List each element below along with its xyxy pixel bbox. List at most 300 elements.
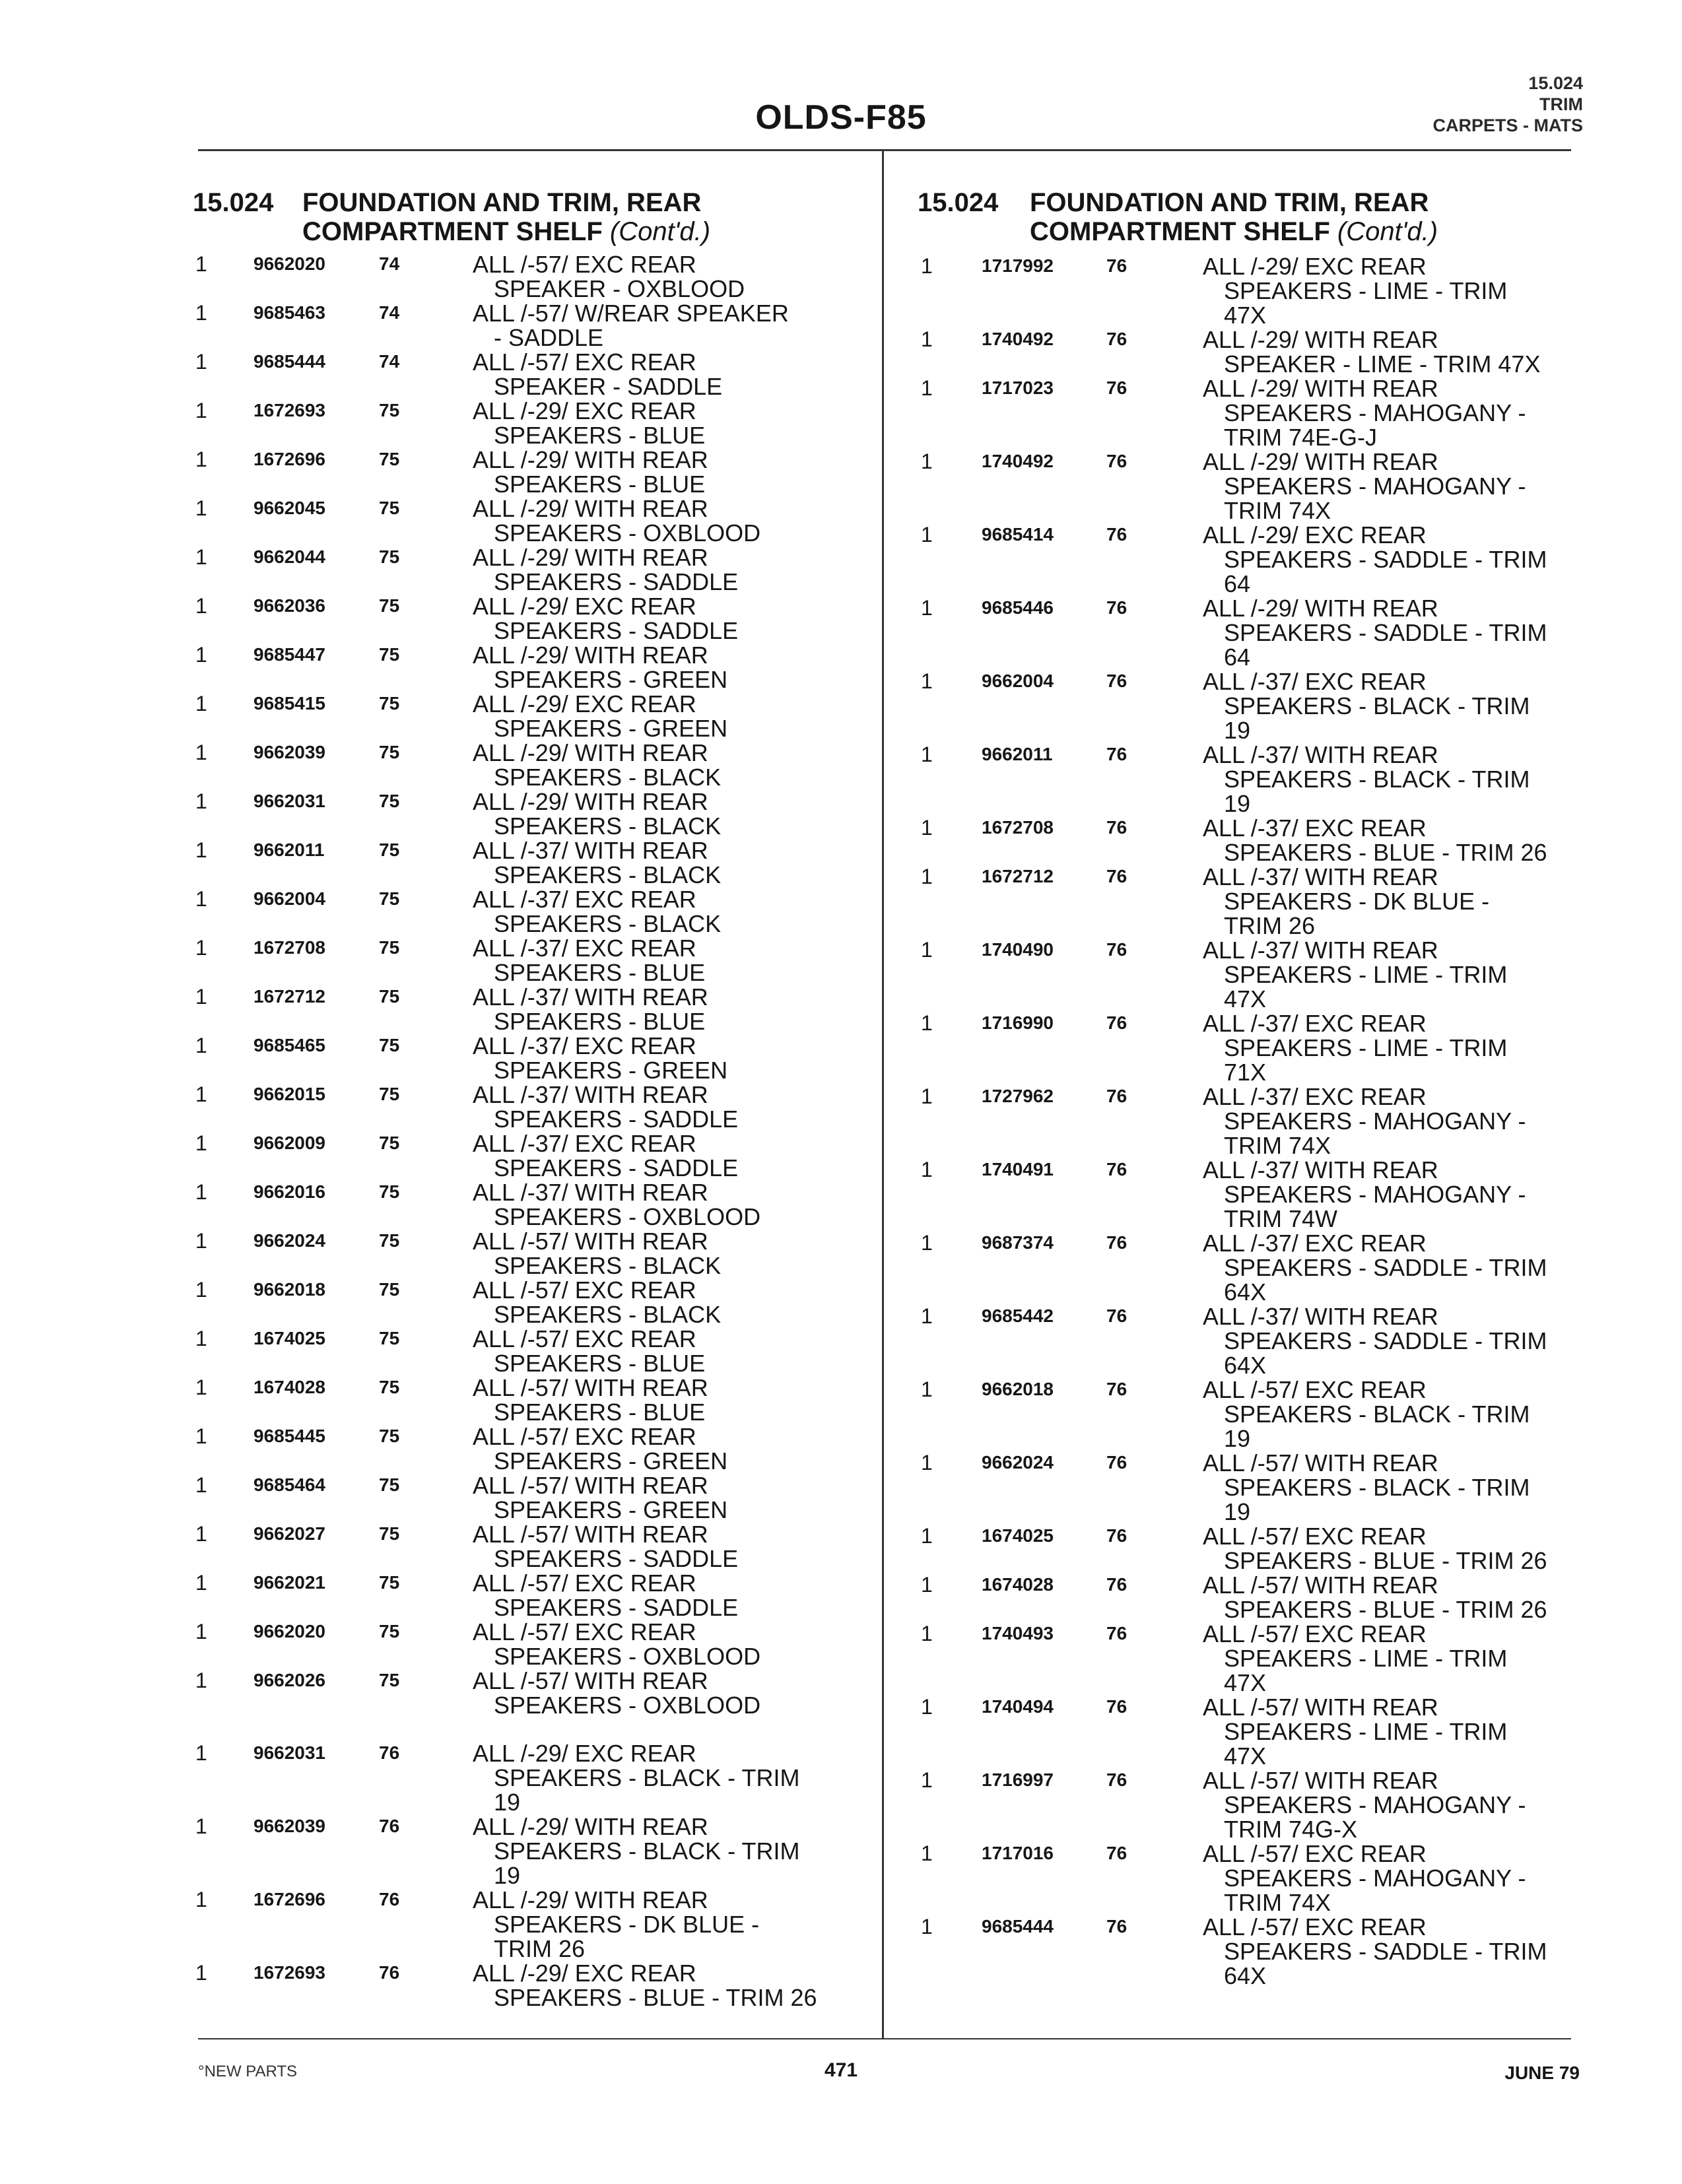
description-line: ALL /-29/ EXC REAR [473, 397, 696, 424]
quantity: 1 [921, 1622, 933, 1645]
model-year: 75 [379, 449, 400, 469]
quantity: 1 [195, 1620, 207, 1643]
description-line: ALL /-37/ EXC REAR [473, 886, 696, 913]
description-line: SPEAKERS - BLACK - TRIM [1224, 1401, 1530, 1428]
description-line: 64 [1224, 570, 1251, 597]
part-number: 9662031 [253, 1742, 326, 1763]
description-line: ALL /-29/ WITH REAR [473, 642, 708, 669]
quantity: 1 [921, 743, 933, 766]
part-number: 9662009 [253, 1133, 326, 1153]
description-line: - SADDLE [494, 324, 604, 351]
part-number: 1672708 [982, 817, 1054, 838]
description-line: 19 [1224, 790, 1251, 817]
description-line: SPEAKERS - SADDLE - TRIM [1224, 546, 1547, 573]
quantity: 1 [195, 1180, 207, 1204]
model-year: 76 [1106, 1696, 1127, 1717]
part-number: 9662018 [253, 1279, 326, 1300]
model-year: 76 [1106, 329, 1127, 349]
quantity: 1 [921, 1573, 933, 1597]
description-line: ALL /-57/ EXC REAR [473, 251, 696, 278]
part-number: 9662018 [982, 1379, 1054, 1399]
model-year: 75 [379, 644, 400, 665]
description-line: ALL /-37/ EXC REAR [1203, 1083, 1427, 1110]
part-number: 9662021 [253, 1572, 326, 1593]
footer-date: JUNE 79 [1504, 2063, 1580, 2083]
description-line: SPEAKERS - LIME - TRIM [1224, 1034, 1508, 1061]
section-subcategory: CARPETS - MATS [1432, 116, 1583, 135]
description-line: ALL /-37/ EXC REAR [473, 935, 696, 962]
description-line: SPEAKERS - BLUE [494, 471, 706, 498]
description-line: ALL /-29/ WITH REAR [1203, 448, 1438, 475]
model-year: 76 [1106, 866, 1127, 886]
quantity: 1 [195, 301, 207, 325]
description-line: TRIM 26 [494, 1935, 586, 1962]
description-line: ALL /-37/ WITH REAR [473, 837, 708, 864]
heading-line-2-text: COMPARTMENT SHELF [1030, 217, 1330, 246]
description-line: ALL /-29/ EXC REAR [1203, 521, 1427, 548]
part-number: 9685465 [253, 1035, 326, 1055]
quantity: 1 [921, 254, 933, 278]
quantity: 1 [921, 327, 933, 351]
quantity: 1 [921, 1695, 933, 1719]
description-line: ALL /-57/ EXC REAR [1203, 1913, 1427, 1940]
quantity: 1 [921, 938, 933, 962]
description-line: ALL /-29/ WITH REAR [473, 495, 708, 522]
quantity: 1 [921, 1011, 933, 1035]
left-parts-list [195, 252, 875, 2034]
part-number: 1674028 [253, 1377, 326, 1397]
model-year: 76 [1106, 524, 1127, 545]
description-line: ALL /-57/ WITH REAR [473, 1228, 708, 1255]
quantity: 1 [195, 447, 207, 471]
part-number: 1672696 [253, 1889, 326, 1909]
quantity: 1 [195, 936, 207, 960]
quantity: 1 [195, 1082, 207, 1106]
column-divider [882, 149, 884, 2038]
description-line: SPEAKERS - BLUE - TRIM 26 [494, 1984, 817, 2011]
description-line: ALL /-37/ EXC REAR [1203, 668, 1427, 695]
model-year: 76 [379, 1816, 400, 1836]
description-line: SPEAKERS - BLUE [494, 1399, 706, 1426]
quantity: 1 [921, 1841, 933, 1865]
model-year: 76 [1106, 1843, 1127, 1863]
description-line: TRIM 26 [1224, 912, 1316, 939]
description-line: SPEAKERS - SADDLE - TRIM [1224, 1327, 1547, 1354]
description-line: SPEAKERS - LIME - TRIM [1224, 961, 1508, 988]
description-line: SPEAKERS - BLACK - TRIM [494, 1764, 800, 1791]
page-title: OLDS-F85 [755, 98, 927, 137]
description-line: SPEAKERS - LIME - TRIM [1224, 1645, 1508, 1672]
part-number: 9662027 [253, 1523, 326, 1544]
description-line: ALL /-29/ EXC REAR [473, 690, 696, 717]
description-line: SPEAKERS - GREEN [494, 715, 728, 742]
part-number: 9685445 [253, 1426, 326, 1446]
model-year: 75 [379, 1328, 400, 1348]
description-line: ALL /-37/ WITH REAR [473, 1179, 708, 1206]
model-year: 75 [379, 1474, 400, 1495]
description-line: ALL /-29/ EXC REAR [473, 1740, 696, 1767]
description-line: ALL /-57/ EXC REAR [473, 1423, 696, 1450]
description-line: ALL /-57/ EXC REAR [1203, 1523, 1427, 1550]
description-line: ALL /-37/ EXC REAR [1203, 1230, 1427, 1257]
model-year: 75 [379, 546, 400, 567]
description-line: ALL /-29/ WITH REAR [473, 788, 708, 815]
model-year: 75 [379, 1621, 400, 1641]
description-line: SPEAKERS - MAHOGANY - [1224, 1108, 1526, 1135]
quantity: 1 [921, 1451, 933, 1474]
description-line: ALL /-29/ EXC REAR [473, 593, 696, 620]
description-line: 47X [1224, 1669, 1267, 1696]
description-line: ALL /-29/ WITH REAR [473, 544, 708, 571]
model-year: 76 [1106, 255, 1127, 276]
part-number: 9662036 [253, 595, 326, 616]
description-line: SPEAKERS - SADDLE [494, 1106, 739, 1133]
model-year: 76 [1106, 1306, 1127, 1326]
quantity: 1 [195, 252, 207, 276]
heading-line-1: FOUNDATION AND TRIM, REAR [1030, 188, 1429, 217]
model-year: 75 [379, 986, 400, 1007]
description-line: ALL /-37/ WITH REAR [1203, 1156, 1438, 1183]
model-year: 76 [1106, 1574, 1127, 1595]
description-line: SPEAKERS - BLUE [494, 1350, 706, 1377]
quantity: 1 [195, 1375, 207, 1399]
description-line: ALL /-57/ WITH REAR [1203, 1449, 1438, 1476]
description-line: ALL /-29/ WITH REAR [1203, 595, 1438, 622]
description-line: 47X [1224, 985, 1267, 1012]
part-number: 1674025 [982, 1525, 1054, 1546]
quantity: 1 [195, 1571, 207, 1595]
model-year: 75 [379, 1377, 400, 1397]
description-line: 47X [1224, 302, 1267, 329]
description-line: SPEAKERS - OXBLOOD [494, 1692, 761, 1719]
description-line: 19 [494, 1789, 521, 1816]
description-line: 19 [1224, 1425, 1251, 1452]
description-line: 19 [494, 1862, 521, 1889]
description-line: SPEAKERS - DK BLUE - [1224, 888, 1490, 915]
footer-rule [198, 2038, 1571, 2039]
model-year: 75 [379, 1426, 400, 1446]
description-line: SPEAKERS - GREEN [494, 1057, 728, 1084]
page-number: 471 [824, 2059, 858, 2081]
heading-line-1: FOUNDATION AND TRIM, REAR [302, 188, 702, 217]
description-line: SPEAKERS - BLACK [494, 861, 722, 888]
description-line: 71X [1224, 1059, 1267, 1086]
part-number: 1716997 [982, 1770, 1054, 1790]
description-line: SPEAKERS - SADDLE - TRIM [1224, 619, 1547, 646]
description-line: 47X [1224, 1742, 1267, 1770]
part-number: 1672693 [253, 1962, 326, 1983]
part-number: 1717992 [982, 255, 1054, 276]
quantity: 1 [195, 1278, 207, 1302]
description-line: SPEAKERS - BLACK [494, 1301, 722, 1328]
part-number: 1674028 [982, 1574, 1054, 1595]
quantity: 1 [195, 1961, 207, 1985]
quantity: 1 [921, 1768, 933, 1792]
part-number: 1672712 [982, 866, 1054, 886]
heading-line-2 [1030, 217, 1438, 246]
quantity: 1 [921, 523, 933, 546]
description-line: SPEAKERS - OXBLOOD [494, 519, 761, 546]
model-year: 74 [379, 302, 400, 323]
description-line: SPEAKERS - SADDLE [494, 1594, 739, 1621]
model-year: 76 [1106, 1623, 1127, 1643]
part-number: 1717023 [982, 378, 1054, 398]
part-number: 9685442 [982, 1306, 1054, 1326]
part-number: 1740491 [982, 1159, 1054, 1179]
quantity: 1 [195, 1034, 207, 1057]
part-number: 9662020 [253, 1621, 326, 1641]
model-year: 75 [379, 1035, 400, 1055]
part-number: 1740493 [982, 1623, 1054, 1643]
part-number: 9662004 [253, 888, 326, 909]
quantity: 1 [195, 545, 207, 569]
description-line: 64X [1224, 1278, 1267, 1306]
part-number: 9685446 [982, 597, 1054, 618]
part-number: 9662026 [253, 1670, 326, 1690]
quantity: 1 [195, 789, 207, 813]
quantity: 1 [195, 692, 207, 715]
description-line: SPEAKERS - BLACK [494, 1252, 722, 1279]
description-line: SPEAKERS - MAHOGANY - [1224, 1181, 1526, 1208]
description-line: ALL /-37/ EXC REAR [473, 1130, 696, 1157]
part-number: 9685415 [253, 693, 326, 713]
description-line: 64 [1224, 644, 1251, 671]
left-section-heading [193, 188, 853, 248]
quantity: 1 [195, 643, 207, 667]
quantity: 1 [195, 1473, 207, 1497]
part-number: 9685447 [253, 644, 326, 665]
part-number: 1717016 [982, 1843, 1054, 1863]
description-line: TRIM 74X [1224, 1132, 1331, 1159]
description-line: TRIM 74W [1224, 1205, 1338, 1232]
part-number: 9662039 [253, 1816, 326, 1836]
description-line: SPEAKERS - SADDLE - TRIM [1224, 1254, 1547, 1281]
model-year: 76 [1106, 1916, 1127, 1936]
model-year: 75 [379, 888, 400, 909]
part-number: 9662015 [253, 1084, 326, 1104]
model-year: 76 [1106, 1525, 1127, 1546]
description-line: SPEAKERS - GREEN [494, 666, 728, 693]
heading-contd: (Cont'd.) [609, 217, 711, 246]
quantity: 1 [921, 1377, 933, 1401]
model-year: 75 [379, 1084, 400, 1104]
description-line: ALL /-37/ EXC REAR [1203, 814, 1427, 842]
part-number: 9662016 [253, 1181, 326, 1202]
part-number: 1674025 [253, 1328, 326, 1348]
description-line: SPEAKER - OXBLOOD [494, 275, 745, 302]
model-year: 74 [379, 351, 400, 372]
description-line: ALL /-57/ WITH REAR [473, 1667, 708, 1694]
quantity: 1 [195, 1888, 207, 1911]
description-line: ALL /-57/ EXC REAR [473, 1276, 696, 1304]
description-line: ALL /-57/ EXC REAR [1203, 1840, 1427, 1867]
part-number: 9662011 [253, 840, 325, 860]
quantity: 1 [921, 1915, 933, 1938]
model-year: 76 [1106, 597, 1127, 618]
description-line: ALL /-37/ WITH REAR [473, 1081, 708, 1108]
description-line: ALL /-57/ W/REAR SPEAKER [473, 300, 789, 327]
description-line: ALL /-29/ EXC REAR [1203, 253, 1427, 280]
part-number: 1727962 [982, 1086, 1054, 1106]
quantity: 1 [921, 376, 933, 400]
description-line: SPEAKERS - BLUE [494, 1008, 706, 1035]
right-section-heading [918, 188, 1578, 248]
description-line: SPEAKERS - GREEN [494, 1496, 728, 1523]
part-number: 1740492 [982, 329, 1054, 349]
header-rule [198, 149, 1571, 151]
part-number: 1740490 [982, 939, 1054, 960]
description-line: TRIM 74X [1224, 497, 1331, 524]
model-year: 74 [379, 253, 400, 274]
part-number: 9662011 [982, 744, 1053, 764]
quantity: 1 [921, 1231, 933, 1255]
model-year: 76 [1106, 451, 1127, 471]
heading-line-2 [302, 217, 710, 246]
quantity: 1 [921, 1158, 933, 1181]
model-year: 75 [379, 1181, 400, 1202]
description-line: ALL /-57/ WITH REAR [473, 1374, 708, 1401]
model-year: 75 [379, 1230, 400, 1251]
quantity: 1 [921, 1304, 933, 1328]
quantity: 1 [195, 1669, 207, 1692]
description-line: SPEAKERS - SADDLE [494, 568, 739, 595]
description-line: SPEAKERS - MAHOGANY - [1224, 473, 1526, 500]
part-number: 1740494 [982, 1696, 1054, 1717]
part-number: 1672712 [253, 986, 326, 1007]
description-line: SPEAKERS - BLUE - TRIM 26 [1224, 839, 1547, 866]
description-line: SPEAKERS - BLACK - TRIM [1224, 692, 1530, 719]
model-year: 75 [379, 1133, 400, 1153]
model-year: 75 [379, 498, 400, 518]
model-year: 75 [379, 1572, 400, 1593]
part-number: 9685463 [253, 302, 326, 323]
description-line: SPEAKERS - BLACK [494, 910, 722, 937]
description-line: ALL /-57/ EXC REAR [473, 348, 696, 376]
description-line: SPEAKERS - MAHOGANY - [1224, 1865, 1526, 1892]
quantity: 1 [195, 1131, 207, 1155]
description-line: ALL /-57/ WITH REAR [473, 1521, 708, 1548]
right-parts-list [921, 254, 1601, 2036]
model-year: 76 [1106, 744, 1127, 764]
quantity: 1 [195, 594, 207, 618]
model-year: 76 [1106, 939, 1127, 960]
description-line: ALL /-57/ WITH REAR [1203, 1694, 1438, 1721]
quantity: 1 [195, 496, 207, 520]
description-line: ALL /-57/ EXC REAR [1203, 1620, 1427, 1647]
description-line: ALL /-37/ EXC REAR [1203, 1010, 1427, 1037]
part-number: 9662031 [253, 791, 326, 811]
quantity: 1 [195, 1424, 207, 1448]
description-line: 64X [1224, 1352, 1267, 1379]
model-year: 75 [379, 742, 400, 762]
description-line: SPEAKERS - BLUE - TRIM 26 [1224, 1547, 1547, 1574]
part-number: 9662044 [253, 546, 326, 567]
part-number: 1672708 [253, 937, 326, 958]
description-line: ALL /-37/ WITH REAR [1203, 937, 1438, 964]
model-year: 75 [379, 1670, 400, 1690]
model-year: 75 [379, 400, 400, 420]
quantity: 1 [921, 449, 933, 473]
description-line: ALL /-57/ EXC REAR [473, 1570, 696, 1597]
heading-line-2-text: COMPARTMENT SHELF [302, 217, 603, 246]
model-year: 76 [1106, 1379, 1127, 1399]
model-year: 75 [379, 1279, 400, 1300]
part-number: 1716990 [982, 1012, 1054, 1033]
description-line: 64X [1224, 1962, 1267, 1989]
description-line: ALL /-57/ WITH REAR [1203, 1572, 1438, 1599]
quantity: 1 [921, 816, 933, 840]
quantity: 1 [921, 865, 933, 888]
description-line: SPEAKERS - LIME - TRIM [1224, 277, 1508, 304]
quantity: 1 [921, 1524, 933, 1548]
model-year: 75 [379, 840, 400, 860]
description-line: ALL /-37/ WITH REAR [473, 983, 708, 1010]
heading-contd: (Cont'd.) [1337, 217, 1438, 246]
quantity: 1 [195, 838, 207, 862]
part-number: 9662024 [253, 1230, 326, 1251]
description-line: SPEAKERS - OXBLOOD [494, 1643, 761, 1670]
description-line: ALL /-57/ EXC REAR [473, 1618, 696, 1645]
description-line: ALL /-37/ WITH REAR [1203, 863, 1438, 890]
description-line: ALL /-29/ WITH REAR [473, 446, 708, 473]
quantity: 1 [195, 350, 207, 374]
description-line: SPEAKERS - SADDLE [494, 1545, 739, 1572]
part-number: 9685464 [253, 1474, 326, 1495]
description-line: SPEAKERS - BLACK - TRIM [1224, 766, 1530, 793]
description-line: ALL /-57/ WITH REAR [473, 1472, 708, 1499]
model-year: 75 [379, 791, 400, 811]
part-number: 9685444 [982, 1916, 1054, 1936]
model-year: 76 [1106, 1012, 1127, 1033]
description-line: SPEAKER - LIME - TRIM 47X [1224, 350, 1541, 378]
model-year: 75 [379, 1523, 400, 1544]
part-number: 9662020 [253, 253, 326, 274]
part-number: 9685414 [982, 524, 1054, 545]
model-year: 76 [1106, 1232, 1127, 1253]
model-year: 76 [379, 1962, 400, 1983]
description-line: 19 [1224, 1498, 1251, 1525]
part-number: 1672693 [253, 400, 326, 420]
quantity: 1 [921, 1084, 933, 1108]
model-year: 76 [1106, 1086, 1127, 1106]
part-number: 9662024 [982, 1452, 1054, 1473]
model-year: 76 [1106, 378, 1127, 398]
heading-number: 15.024 [918, 188, 999, 217]
description-line: SPEAKERS - BLUE - TRIM 26 [1224, 1596, 1547, 1623]
quantity: 1 [921, 596, 933, 620]
description-line: ALL /-29/ WITH REAR [1203, 375, 1438, 402]
model-year: 75 [379, 693, 400, 713]
part-number: 9685444 [253, 351, 326, 372]
part-number: 9662039 [253, 742, 326, 762]
section-number: 15.024 [1528, 73, 1583, 93]
description-line: SPEAKERS - MAHOGANY - [1224, 1791, 1526, 1818]
model-year: 76 [1106, 1159, 1127, 1179]
quantity: 1 [195, 1522, 207, 1546]
model-year: 76 [379, 1742, 400, 1763]
description-line: SPEAKERS - BLACK - TRIM [1224, 1474, 1530, 1501]
quantity: 1 [195, 1229, 207, 1253]
description-line: ALL /-29/ EXC REAR [473, 1960, 696, 1987]
model-year: 76 [1106, 671, 1127, 691]
description-line: SPEAKERS - BLACK - TRIM [494, 1837, 800, 1865]
part-number: 9662004 [982, 671, 1054, 691]
part-number: 9662045 [253, 498, 326, 518]
description-line: ALL /-37/ WITH REAR [1203, 741, 1438, 768]
model-year: 76 [1106, 1770, 1127, 1790]
description-line: ALL /-37/ EXC REAR [473, 1032, 696, 1059]
description-line: SPEAKERS - SADDLE [494, 1154, 739, 1181]
